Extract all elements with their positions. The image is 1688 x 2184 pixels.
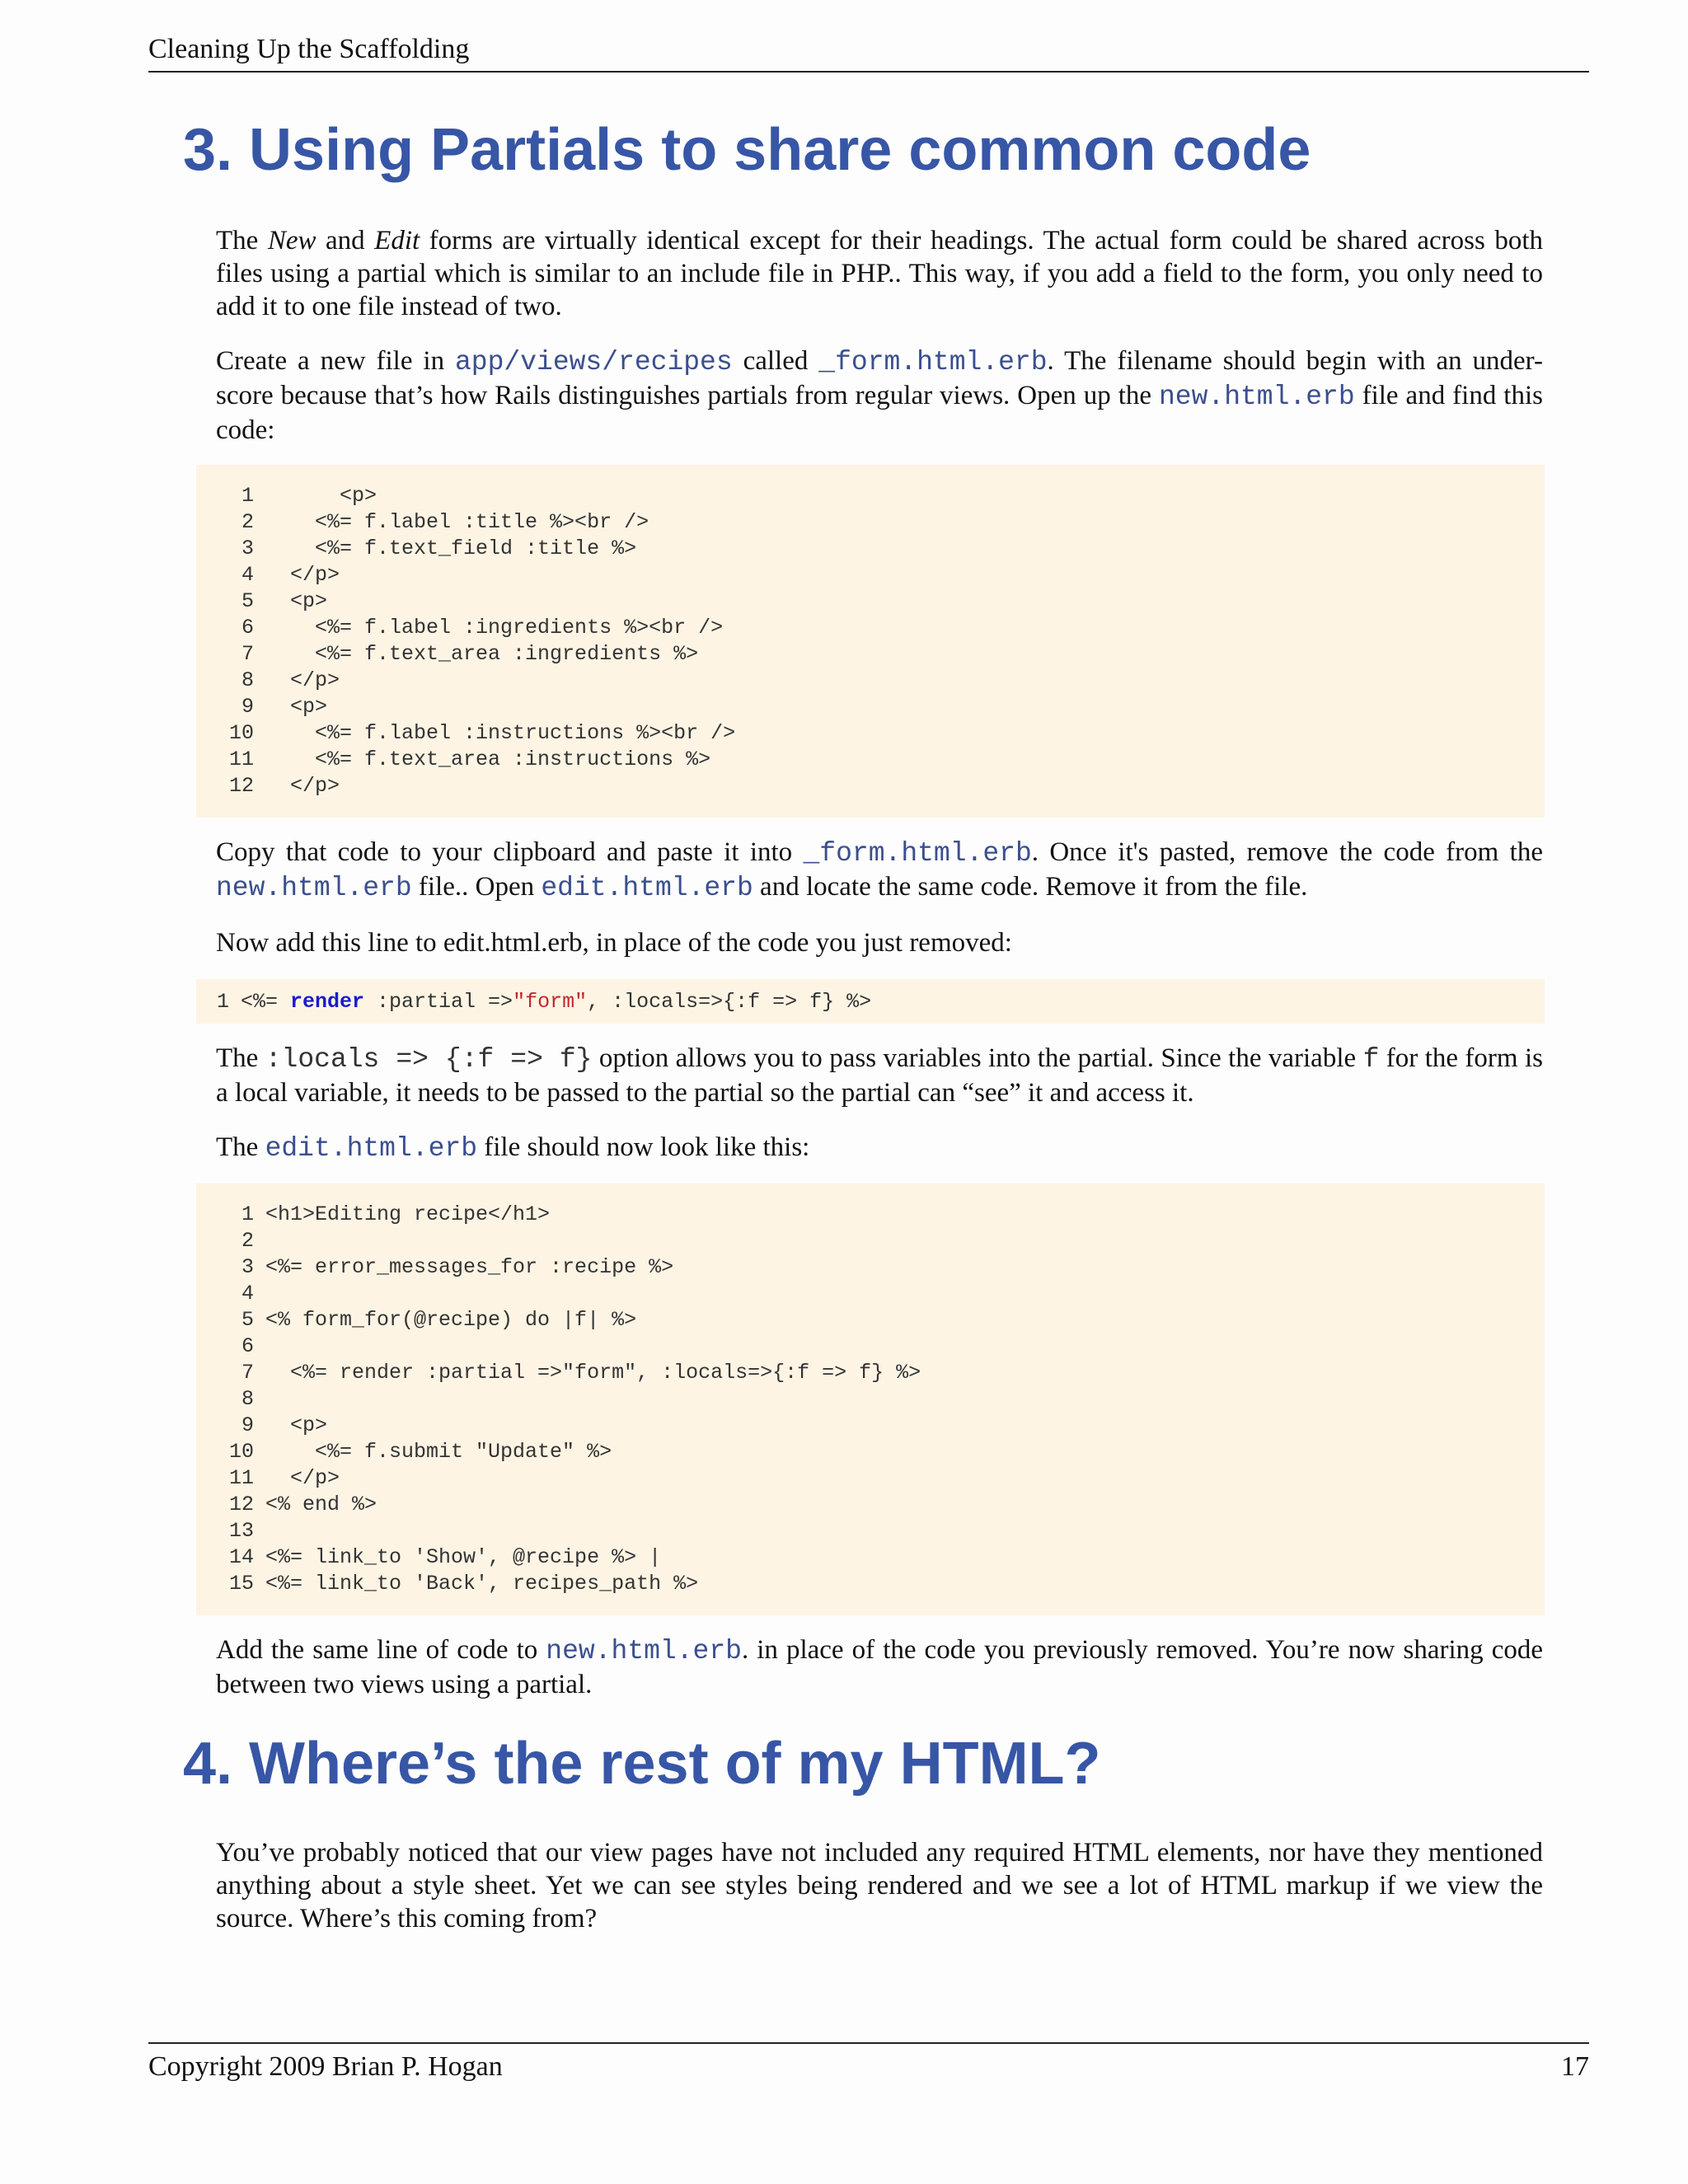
paragraph-partials-intro (216, 224, 1543, 323)
code-line (196, 1544, 1545, 1571)
copyright-notice: Copyright 2009 Brian P. Hogan (148, 2051, 503, 2082)
text-run: file should now look like this: (477, 1132, 810, 1162)
line-number: 6 (241, 1334, 254, 1358)
line-number: 11 (228, 748, 254, 771)
text-run: file.. Open (411, 872, 542, 902)
line-number: 2 (241, 510, 254, 534)
line-number: 1 (241, 1202, 254, 1226)
code-line (196, 1281, 1545, 1307)
code-line (196, 483, 1545, 509)
line-number: 10 (228, 721, 254, 745)
line-number: 6 (241, 616, 254, 640)
text-run: Add the same line of code to (216, 1635, 546, 1665)
code-line (196, 588, 1545, 615)
code-text: <p> (265, 695, 328, 719)
text-run: option allows you to pass variables into the partial. Since the variable (592, 1043, 1363, 1073)
text-run: for the form is a local variable, it needs to be passed to the partial so the partial can “see” it and access it. (216, 1043, 1544, 1108)
text-run: Create a new file in (216, 346, 455, 376)
code-text: <%= f.label :instructions %><br /> (265, 721, 736, 745)
text-run: . The filename should begin with an under-score because that’s how Rails distinguishes partials from regular views. Open up the (216, 346, 1543, 410)
code-line (196, 747, 1545, 773)
line-number: 9 (241, 695, 254, 719)
text-run: The (216, 226, 268, 255)
code-text: <%= render :partial =>"form", :locals=>{:f => f} %> (265, 1361, 921, 1385)
code-line (196, 1492, 1545, 1518)
emphasis-new: New (267, 226, 316, 255)
line-number: 7 (241, 642, 254, 666)
code-text: <%= f.text_area :ingredients %> (265, 642, 699, 666)
text-run: Copy that code to your clipboard and paste it into (216, 837, 804, 867)
code-text: <%= f.text_area :instructions %> (265, 748, 711, 771)
line-number: 12 (228, 774, 254, 798)
code-text: <p> (265, 484, 377, 508)
code-text: <%= f.label :ingredients %><br /> (265, 616, 724, 640)
code-line (196, 1202, 1545, 1228)
code-text: <% form_for(@recipe) do |f| %> (265, 1308, 637, 1332)
text-run: and locate the same code. Remove it from the file. (753, 872, 1308, 902)
text-run: forms are virtually identical except for their headings. The actual form could be shared across both files using a partial which is similar to an include file in PHP.. This way, if you add a field to the form, you only need to add it to one file instead of two. (216, 226, 1544, 321)
line-number: 8 (241, 668, 254, 692)
code-text: <% end %> (265, 1493, 377, 1516)
code-locals: :locals => {:f => f} (265, 1044, 593, 1075)
code-line (196, 694, 1545, 720)
code-line (196, 1518, 1545, 1544)
code-line (196, 509, 1545, 536)
line-number: 15 (228, 1572, 254, 1596)
line-number: 14 (228, 1545, 254, 1569)
code-line (196, 536, 1545, 562)
code-text: </p> (265, 668, 340, 692)
code-text (241, 989, 871, 1015)
code-filename: edit.html.erb (265, 1133, 478, 1164)
code-block-edit-view (196, 1183, 1545, 1615)
page-number: 17 (1561, 2051, 1589, 2082)
line-number: 4 (241, 563, 254, 587)
code-block-form-fields (196, 465, 1545, 818)
code-text: <%= f.text_field :title %> (265, 537, 637, 560)
line-number: 7 (241, 1361, 254, 1385)
code-line (196, 1439, 1545, 1465)
text-run: . in place of the code you previously removed. You’re now sharing code between two views using a partial. (216, 1635, 1543, 1699)
section-3-heading: 3. Using Partials to share common code (183, 117, 1311, 183)
code-filename: new.html.erb (216, 873, 412, 903)
code-variable: f (1362, 1044, 1380, 1075)
code-text: <p> (265, 1413, 328, 1437)
code-text: <h1>Editing recipe</h1> (265, 1202, 551, 1226)
code-line (196, 773, 1545, 799)
section-4-heading: 4. Where’s the rest of my HTML? (183, 1731, 1101, 1797)
line-number: 13 (228, 1519, 254, 1543)
text-run: called (732, 346, 819, 376)
code-token: <%= (241, 990, 291, 1014)
code-text: </p> (265, 1466, 340, 1490)
line-number: 5 (241, 589, 254, 613)
code-filename: new.html.erb (546, 1636, 742, 1666)
line-number: 4 (241, 1282, 254, 1305)
code-text: <%= error_messages_for :recipe %> (265, 1255, 674, 1279)
line-number: 12 (228, 1493, 254, 1516)
code-line (196, 562, 1545, 588)
code-line (196, 641, 1545, 668)
code-string: "form" (513, 990, 588, 1014)
code-line (196, 1571, 1545, 1597)
text-run: file and find this code: (216, 381, 1543, 445)
code-text: <%= link_to 'Back', recipes_path %> (265, 1572, 699, 1596)
code-text: <%= link_to 'Show', @recipe %> | (265, 1545, 662, 1569)
code-line (196, 1228, 1545, 1254)
code-keyword: render (290, 990, 365, 1014)
paragraph-add-same-line (216, 1633, 1543, 1701)
page-content (183, 91, 1589, 1935)
line-number: 3 (241, 537, 254, 560)
paragraph-add-line: Now add this line to edit.html.erb, in place of the code you just removed: (216, 928, 1012, 958)
code-filename: edit.html.erb (541, 873, 753, 903)
line-number: 3 (241, 1255, 254, 1279)
code-line (196, 1307, 1545, 1333)
code-line (196, 1333, 1545, 1360)
line-number: 5 (241, 1308, 254, 1332)
line-number: 2 (241, 1229, 254, 1253)
running-footer (148, 2042, 1589, 2090)
line-number: 1 (241, 484, 254, 508)
code-filename: _form.html.erb (803, 838, 1032, 869)
code-block-render-line (196, 979, 1545, 1024)
running-header (148, 30, 1589, 73)
code-token: , :locals=>{:f => f} %> (587, 990, 872, 1014)
text-run: The (216, 1043, 265, 1073)
line-number: 10 (228, 1440, 254, 1464)
code-line (196, 1386, 1545, 1413)
running-header-title: Cleaning Up the Scaffolding (148, 34, 470, 64)
code-line (196, 668, 1545, 694)
code-path: app/views/recipes (455, 347, 733, 377)
code-token: :partial => (364, 990, 513, 1014)
code-line (196, 1360, 1545, 1386)
code-text: <p> (265, 589, 328, 613)
line-number: 11 (228, 1466, 254, 1490)
code-filename: new.html.erb (1158, 382, 1355, 412)
line-number: 9 (241, 1413, 254, 1437)
code-line (196, 615, 1545, 641)
code-line (196, 989, 1545, 1015)
paragraph-rest-of-html: You’ve probably noticed that our view pages have not included any required HTML elements, nor have they mentioned anything about a style sheet. Yet we can see styles being rendered and we see a lot of HTML markup if we view the source. Where’s this coming from? (216, 1838, 1543, 1933)
line-number: 8 (241, 1387, 254, 1411)
code-text: </p> (265, 563, 340, 587)
code-line (196, 1413, 1545, 1439)
paragraph-locals-option (216, 1042, 1543, 1109)
emphasis-edit: Edit (374, 226, 420, 255)
line-number: 1 (216, 990, 229, 1014)
code-text: <%= f.label :title %><br /> (265, 510, 649, 534)
code-line (196, 720, 1545, 747)
code-text: <%= f.submit "Update" %> (265, 1440, 612, 1464)
paragraph-edit-file-look (216, 1131, 1543, 1165)
paragraph-create-file (216, 344, 1543, 447)
code-line (196, 1465, 1545, 1492)
code-filename: _form.html.erb (818, 347, 1048, 377)
code-text: </p> (265, 774, 340, 798)
text-run: and (316, 226, 375, 255)
code-line (196, 1254, 1545, 1281)
text-run: The (216, 1132, 265, 1162)
text-run: . Once it's pasted, remove the code from the (1031, 837, 1543, 867)
paragraph-copy-code (216, 836, 1543, 905)
